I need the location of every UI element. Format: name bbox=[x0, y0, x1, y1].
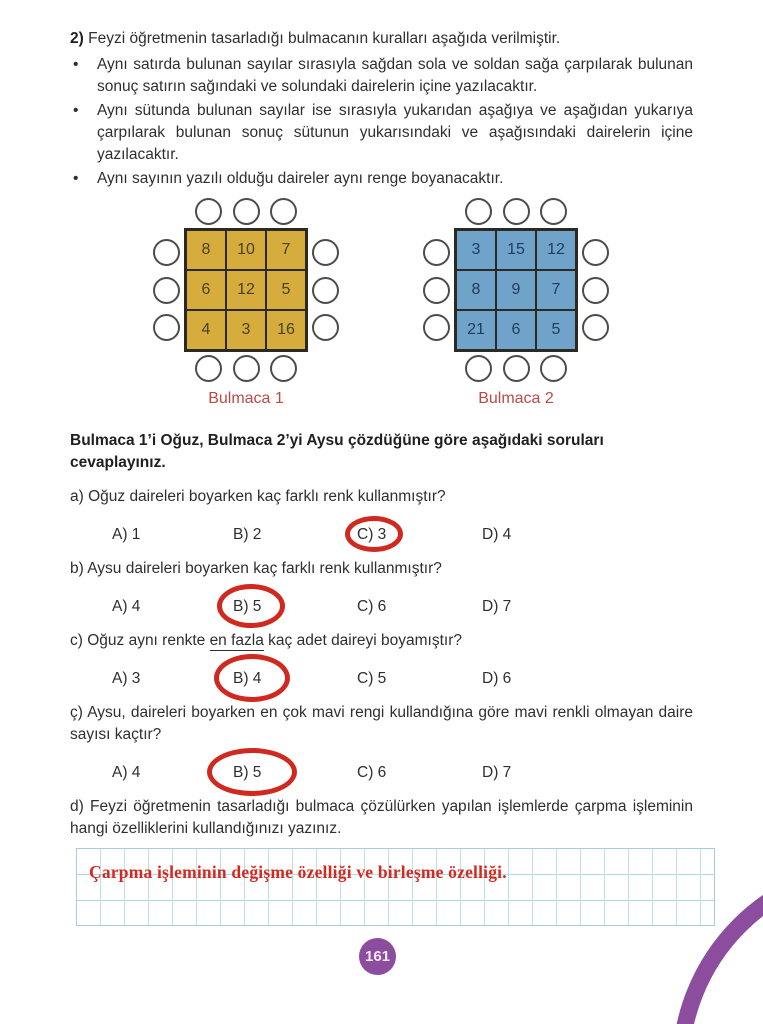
product-circle bbox=[312, 239, 339, 266]
puzzle-1-left-circles bbox=[153, 228, 180, 352]
puzzle-cell: 3 bbox=[456, 230, 496, 270]
product-circle bbox=[270, 355, 297, 382]
puzzle-cell: 21 bbox=[456, 310, 496, 350]
option-a3 bbox=[357, 524, 386, 546]
product-circle bbox=[423, 277, 450, 304]
option-b2 bbox=[233, 596, 261, 618]
product-circle bbox=[195, 355, 222, 382]
option-c1: A) 3 bbox=[112, 670, 141, 687]
puzzle-1-bottom-circles bbox=[184, 355, 308, 382]
puzzle-cell: 5 bbox=[536, 310, 576, 350]
answer-grid bbox=[76, 848, 715, 926]
puzzle-cell: 7 bbox=[536, 270, 576, 310]
option-b1: A) 4 bbox=[112, 598, 141, 615]
product-circle bbox=[233, 198, 260, 225]
options-row-b bbox=[112, 596, 693, 618]
product-circle bbox=[195, 198, 222, 225]
puzzle-figures bbox=[153, 198, 693, 408]
question-c-prefix: c) Oğuz aynı renkte bbox=[70, 632, 210, 649]
puzzle-2-middle bbox=[423, 228, 609, 352]
rule-item: • Aynı sütunda bulunan sayılar ise sırasıyla yukarıdan aşağıya ve aşağıdan yukarıya çarpılarak bulunan sonuç sütunun yukarısındaki ve aşağısındaki dairelerin içine yazılacaktır. bbox=[70, 100, 693, 166]
question-a: a) Oğuz daireleri boyarken kaç farklı renk kullanmıştır? bbox=[70, 488, 446, 505]
rule-item: • Aynı satırda bulunan sayılar sırasıyla sağdan sola ve soldan sağa çarpılarak bulunan sonuç satırın sağındaki ve solundaki dairelerin içine yazılacaktır. bbox=[70, 54, 693, 98]
option-cc4: D) 7 bbox=[482, 764, 512, 781]
product-circle bbox=[153, 277, 180, 304]
product-circle bbox=[540, 355, 567, 382]
product-circle bbox=[233, 355, 260, 382]
question-d: d) Feyzi öğretmenin tasarladığı bulmaca çözülürken yapılan işlemlerde çarpma işleminin hangi özelliklerini kullandığınızı yazınız. bbox=[70, 798, 693, 837]
option-b3: C) 6 bbox=[357, 598, 387, 615]
option-c3: C) 5 bbox=[357, 670, 387, 687]
option-a2: B) 2 bbox=[233, 526, 262, 543]
question-c-suffix: kaç adet daireyi boyamıştır? bbox=[263, 632, 463, 649]
option-c2-label: B) 4 bbox=[233, 670, 262, 687]
option-c4: D) 6 bbox=[482, 670, 512, 687]
puzzle-2-left-circles bbox=[423, 228, 450, 352]
question-c-underlined: en fazla bbox=[209, 632, 264, 649]
puzzle-2-top-circles bbox=[454, 198, 578, 225]
option-b2-label: B) 5 bbox=[233, 598, 262, 615]
puzzle-cell: 4 bbox=[186, 310, 226, 350]
puzzle-cell: 6 bbox=[186, 270, 226, 310]
puzzle-2-figure bbox=[423, 198, 609, 408]
rule-item: • Aynı sayının yazılı olduğu daireler aynı renge boyanacaktır. bbox=[70, 168, 693, 190]
puzzle-1-label: Bulmaca 1 bbox=[208, 390, 284, 407]
puzzle-cell: 16 bbox=[266, 310, 306, 350]
option-cc2-label: B) 5 bbox=[233, 764, 262, 781]
puzzle-cell: 8 bbox=[186, 230, 226, 270]
product-circle bbox=[423, 239, 450, 266]
puzzle-cell: 15 bbox=[496, 230, 536, 270]
puzzle-cell: 6 bbox=[496, 310, 536, 350]
puzzle-cell: 8 bbox=[456, 270, 496, 310]
product-circle bbox=[465, 355, 492, 382]
question-c bbox=[70, 630, 693, 652]
product-circle bbox=[582, 314, 609, 341]
question-b: b) Aysu daireleri boyarken kaç farklı renk kullanmıştır? bbox=[70, 560, 442, 577]
puzzle-cell: 12 bbox=[226, 270, 266, 310]
puzzle-1-top-circles bbox=[184, 198, 308, 225]
puzzle-2-grid bbox=[454, 228, 578, 352]
handwritten-answer: Çarpma işleminin değişme özelliği ve birleşme özelliği. bbox=[89, 862, 507, 882]
product-circle bbox=[465, 198, 492, 225]
problem-intro bbox=[70, 28, 693, 50]
product-circle bbox=[270, 198, 297, 225]
questions-heading: Bulmaca 1’i Oğuz, Bulmaca 2’yi Aysu çözdüğüne göre aşağıdaki soruları cevaplayınız. bbox=[70, 432, 604, 471]
puzzle-cell: 9 bbox=[496, 270, 536, 310]
puzzle-cell: 12 bbox=[536, 230, 576, 270]
puzzle-1-middle bbox=[153, 228, 339, 352]
puzzle-1-figure bbox=[153, 198, 339, 408]
product-circle bbox=[153, 314, 180, 341]
option-a4: D) 4 bbox=[482, 526, 512, 543]
option-a3-label: C) 3 bbox=[357, 526, 387, 543]
puzzle-2-bottom-circles bbox=[454, 355, 578, 382]
problem-intro-text: Feyzi öğretmenin tasarladığı bulmacanın kuralları aşağıda verilmiştir. bbox=[88, 30, 561, 47]
option-cc2 bbox=[233, 762, 261, 784]
puzzle-cell: 3 bbox=[226, 310, 266, 350]
product-circle bbox=[540, 198, 567, 225]
product-circle bbox=[312, 314, 339, 341]
product-circle bbox=[153, 239, 180, 266]
page-number-badge: 161 bbox=[359, 938, 396, 975]
product-circle bbox=[312, 277, 339, 304]
product-circle bbox=[582, 277, 609, 304]
puzzle-1-right-circles bbox=[312, 228, 339, 352]
puzzle-cell: 10 bbox=[226, 230, 266, 270]
question-cc: ç) Aysu, daireleri boyarken en çok mavi rengi kullandığına göre mavi renkli olmayan daire sayısı kaçtır? bbox=[70, 704, 693, 743]
option-b4: D) 7 bbox=[482, 598, 512, 615]
option-cc1: A) 4 bbox=[112, 764, 141, 781]
product-circle bbox=[582, 239, 609, 266]
options-row-c bbox=[112, 668, 693, 690]
option-a1: A) 1 bbox=[112, 526, 141, 543]
option-cc3: C) 6 bbox=[357, 764, 387, 781]
rules-list bbox=[70, 54, 693, 190]
options-row-a bbox=[112, 524, 693, 546]
option-c2 bbox=[233, 668, 261, 690]
product-circle bbox=[423, 314, 450, 341]
product-circle bbox=[503, 355, 530, 382]
puzzle-1-grid bbox=[184, 228, 308, 352]
product-circle bbox=[503, 198, 530, 225]
problem-number: 2) bbox=[70, 30, 84, 47]
puzzle-cell: 5 bbox=[266, 270, 306, 310]
options-row-cc bbox=[112, 762, 693, 784]
puzzle-2-right-circles bbox=[582, 228, 609, 352]
puzzle-cell: 7 bbox=[266, 230, 306, 270]
page-content bbox=[70, 28, 693, 975]
puzzle-2-label: Bulmaca 2 bbox=[478, 390, 554, 407]
